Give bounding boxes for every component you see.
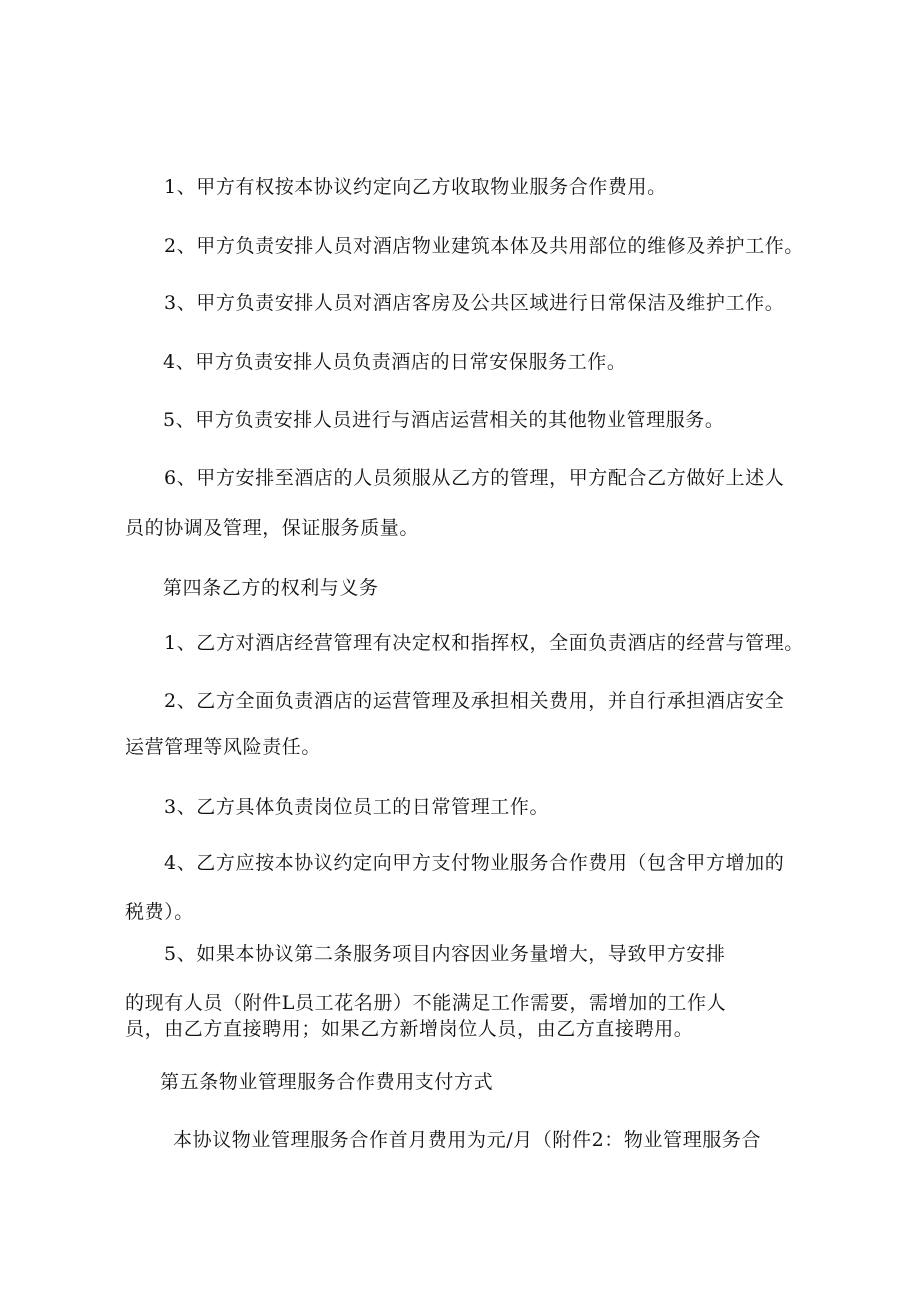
clause-3-item-4: 4、甲方负责安排人员负责酒店的日常安保服务工作。: [163, 351, 627, 373]
clause-4-item-5-line-1: 5、如果本协议第二条服务项目内容因业务量增大，导致甲方安排: [164, 943, 726, 965]
clause-4-item-5-line-3: 员，由乙方直接聘用；如果乙方新增岗位人员，由乙方直接聘用。: [125, 1018, 694, 1040]
clause-3-item-3: 3、甲方负责安排人员对酒店客房及公共区域进行日常保洁及维护工作。: [164, 292, 785, 314]
clause-4-item-5-line-2: 的现有人员（附件L员工花名册）不能满足工作需要，需增加的工作人: [125, 992, 727, 1014]
clause-3-item-2: 2、甲方负责安排人员对酒店物业建筑本体及共用部位的维修及养护工作。: [164, 235, 804, 257]
clause-5-paragraph-1: 本协议物业管理服务合作首月费用为元/月（附件2：物业管理服务合: [173, 1129, 762, 1151]
clause-4-item-4-line-2: 税费）。: [125, 901, 194, 923]
clause-4-item-3: 3、乙方具体负责岗位员工的日常管理工作。: [164, 796, 550, 818]
clause-4-item-2-line-1: 2、乙方全面负责酒店的运营管理及承担相关费用，并自行承担酒店安全: [164, 690, 785, 712]
clause-3-item-1: 1、甲方有权按本协议约定向乙方收取物业服务合作费用。: [164, 176, 667, 198]
clause-4-item-1: 1、乙方对酒店经营管理有决定权和指挥权，全面负责酒店的经营与管理。: [164, 632, 804, 654]
section-heading-article-5: 第五条物业管理服务合作费用支付方式: [160, 1071, 494, 1093]
clause-3-item-6-line-1: 6、甲方安排至酒店的人员须服从乙方的管理，甲方配合乙方做好上述人: [164, 467, 785, 489]
section-heading-article-4: 第四条乙方的权利与义务: [163, 577, 379, 599]
clause-3-item-5: 5、甲方负责安排人员进行与酒店运营相关的其他物业管理服务。: [163, 409, 725, 431]
clause-4-item-2-line-2: 运营管理等风险责任。: [125, 736, 322, 758]
clause-4-item-4-line-1: 4、乙方应按本协议约定向甲方支付物业服务合作费用（包含甲方增加的: [164, 852, 785, 874]
clause-3-item-6-line-2: 员的协调及管理，保证服务质量。: [125, 517, 420, 539]
